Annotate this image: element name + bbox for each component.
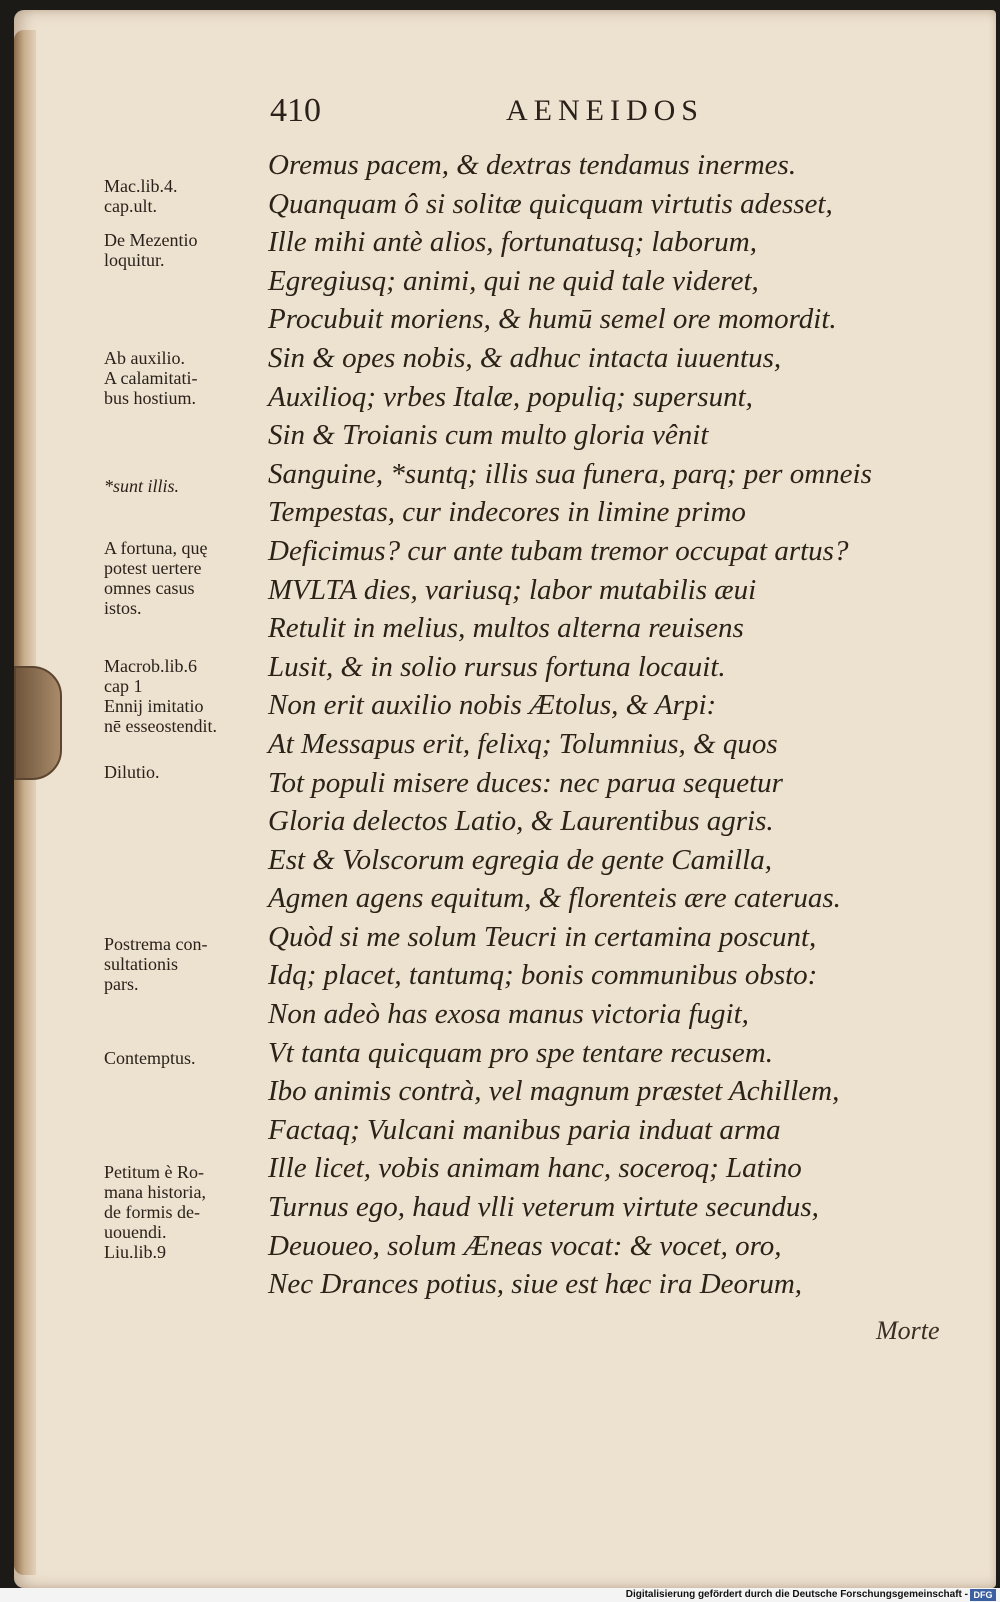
margin-note [104, 176, 272, 216]
margin-note-line: A calamitati- [104, 368, 198, 388]
margin-note [104, 1048, 272, 1068]
verse-line: Nec Drances potius, siue est hæc ira Deorum, [268, 1268, 803, 1301]
margin-note-line: Dilutio. [104, 762, 160, 782]
book-title: AENEIDOS [506, 94, 704, 127]
verse-line: Sin & Troianis cum multo gloria vênit [268, 419, 709, 452]
margin-note-line: istos. [104, 598, 142, 618]
verse-line: Tempestas, cur indecores in limine primo [268, 496, 746, 529]
verse-line: Factaq; Vulcani manibus paria induat arma [268, 1113, 781, 1146]
margin-note-line: Postrema con- [104, 934, 208, 954]
margin-note [104, 348, 272, 408]
book-spine [14, 30, 36, 1575]
verse-line: Lusit, & in solio rursus fortuna locauit. [268, 650, 726, 683]
margin-note [104, 1162, 272, 1262]
dfg-logo: DFG [970, 1589, 996, 1601]
margin-note-line: cap.ult. [104, 196, 157, 216]
margin-note [104, 230, 272, 270]
verse-line: At Messapus erit, felixq; Tolumnius, & quos [268, 727, 778, 760]
verse-line: Ibo animis contrà, vel magnum præstet Achillem, [268, 1075, 840, 1108]
margin-note [104, 762, 272, 782]
margin-note-line: potest uertere [104, 558, 202, 578]
verse-line: Gloria delectos Latio, & Laurentibus agris. [268, 805, 774, 838]
margin-note [104, 656, 272, 736]
margin-note [104, 934, 272, 994]
margin-note-line: Ennij imitatio [104, 696, 204, 716]
margin-note-line: uouendi. [104, 1222, 167, 1242]
verse-line: Deficimus? cur ante tubam tremor occupat artus? [268, 534, 849, 567]
verse-line: Agmen agens equitum, & florenteis ære cateruas. [268, 882, 841, 915]
margin-note-line: Contemptus. [104, 1048, 196, 1068]
verse-line: Egregiusq; animi, qui ne quid tale videret, [268, 264, 759, 297]
margin-note-line: bus hostium. [104, 388, 197, 408]
page-number: 410 [270, 92, 321, 129]
verse-line: Sanguine, *suntq; illis sua funera, parq; per omneis [268, 457, 872, 490]
margin-note-line: Liu.lib.9 [104, 1242, 166, 1262]
verse-line: Tot populi misere duces: nec parua sequetur [268, 766, 783, 799]
book-clasp [14, 666, 62, 780]
margin-note-line: sultationis [104, 954, 179, 974]
margin-note-line: nē esseostendit. [104, 716, 217, 736]
margin-note-line: loquitur. [104, 250, 165, 270]
margin-note [104, 476, 272, 496]
verse-line: Ille mihi antè alios, fortunatusq; laborum, [268, 226, 757, 259]
margin-note-line: pars. [104, 974, 139, 994]
catchword: Morte [876, 1316, 940, 1345]
verse-line: Vt tanta quicquam pro spe tentare recusem. [268, 1036, 773, 1069]
verse-line: Turnus ego, haud vlli veterum virtute secundus, [268, 1191, 819, 1224]
margin-note-line: Ab auxilio. [104, 348, 185, 368]
verse-line: Ille licet, vobis animam hanc, soceroq; Latino [268, 1152, 802, 1185]
verse-line: Quòd si me solum Teucri in certamina poscunt, [268, 920, 817, 953]
margin-note [104, 538, 272, 618]
verse-line: Quanquam ô si solitæ quicquam virtutis adesset, [268, 187, 833, 220]
verse-line: Non adeò has exosa manus victoria fugit, [268, 998, 749, 1031]
verse-line: Oremus pacem, & dextras tendamus inermes. [268, 149, 797, 181]
margin-note-line: cap 1 [104, 676, 143, 696]
verse-line: Retulit in melius, multos alterna reuisens [268, 612, 744, 645]
margin-note-line: omnes casus [104, 578, 195, 598]
verse-line: Est & Volscorum egregia de gente Camilla, [268, 843, 772, 876]
verse-line: Auxilioq; vrbes Italæ, populiq; supersunt, [268, 380, 753, 413]
verse-line: Sin & opes nobis, & adhuc intacta iuuentus, [268, 341, 782, 374]
digitization-credit: Digitalisierung gefördert durch die Deutsche Forschungsgemeinschaft - [625, 1589, 968, 1600]
margin-note-line: Mac.lib.4. [104, 176, 178, 196]
margin-note-line: De Mezentio [104, 230, 198, 250]
verse-text [268, 146, 958, 1304]
margin-note-line: Macrob.lib.6 [104, 656, 197, 676]
running-head [270, 92, 790, 138]
margin-note-line: A fortuna, quę [104, 538, 208, 558]
margin-note-line: mana historia, [104, 1182, 206, 1202]
margin-note-line: de formis de- [104, 1202, 200, 1222]
verse-line: Deuoueo, solum Æneas vocat: & vocet, oro, [268, 1229, 782, 1262]
verse-line: MVLTA dies, variusq; labor mutabilis æui [268, 573, 757, 606]
margin-note-line: *sunt illis. [104, 476, 180, 496]
verse-line: Idq; placet, tantumq; bonis communibus obsto: [268, 959, 818, 992]
verse-line: Non erit auxilio nobis Ætolus, & Arpi: [268, 689, 717, 722]
verse-line: Procubuit moriens, & humū semel ore momordit. [268, 303, 837, 336]
margin-note-line: Petitum è Ro- [104, 1162, 204, 1182]
